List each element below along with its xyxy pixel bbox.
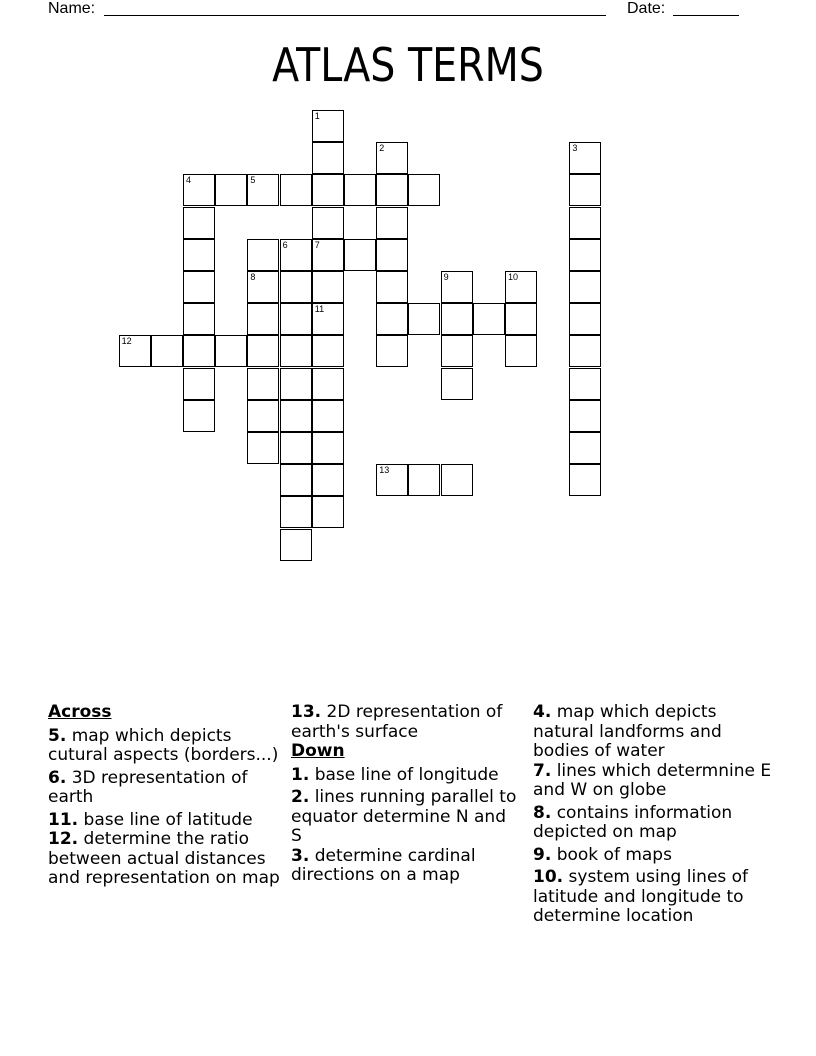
clues-column-3 <box>533 703 773 930</box>
grid-cell[interactable] <box>312 239 344 271</box>
grid-cell[interactable] <box>344 239 376 271</box>
grid-cell[interactable] <box>569 142 601 174</box>
grid-cell[interactable] <box>280 303 312 335</box>
clue-down-10: 10. system using lines of latitude and longitude to determine location <box>533 867 749 926</box>
grid-cell[interactable] <box>280 335 312 367</box>
clue-number: 13 <box>379 465 390 476</box>
clue-across-13: 13. 2D representation of earth's surface <box>291 702 503 742</box>
grid-cell[interactable] <box>312 110 344 142</box>
grid-cell[interactable] <box>473 303 505 335</box>
grid-cell[interactable] <box>569 207 601 239</box>
clues-column-2 <box>291 703 521 889</box>
grid-cell[interactable] <box>569 432 601 464</box>
grid-cell[interactable] <box>441 464 473 496</box>
grid-cell[interactable] <box>183 303 215 335</box>
grid-cell[interactable] <box>312 303 344 335</box>
clues-column-1 <box>48 703 284 892</box>
grid-cell[interactable] <box>376 335 408 367</box>
grid-cell[interactable] <box>183 400 215 432</box>
grid-cell[interactable] <box>569 239 601 271</box>
grid-cell[interactable] <box>408 174 440 206</box>
grid-cell[interactable] <box>312 142 344 174</box>
grid-cell[interactable] <box>183 174 215 206</box>
grid-cell[interactable] <box>280 400 312 432</box>
clue-number: 4 <box>186 175 192 186</box>
grid-cell[interactable] <box>183 239 215 271</box>
clue-across-6: 6. 3D representation of earth <box>48 767 248 807</box>
grid-cell[interactable] <box>569 174 601 206</box>
grid-cell[interactable] <box>569 400 601 432</box>
clue-down-1: 1. base line of longitude <box>291 764 499 785</box>
grid-cell[interactable] <box>183 271 215 303</box>
grid-cell[interactable] <box>505 335 537 367</box>
grid-cell[interactable] <box>247 303 279 335</box>
grid-cell[interactable] <box>183 335 215 367</box>
grid-cell[interactable] <box>312 496 344 528</box>
grid-cell[interactable] <box>376 464 408 496</box>
grid-cell[interactable] <box>312 271 344 303</box>
grid-cell[interactable] <box>505 303 537 335</box>
grid-cell[interactable] <box>280 464 312 496</box>
grid-cell[interactable] <box>312 464 344 496</box>
grid-cell[interactable] <box>280 271 312 303</box>
grid-cell[interactable] <box>408 464 440 496</box>
grid-cell[interactable] <box>376 239 408 271</box>
grid-cell[interactable] <box>280 239 312 271</box>
clue-number: 1 <box>314 111 320 121</box>
clue-down-7: 7. lines which determnine E and W on globe <box>533 760 772 800</box>
clue-number: 3 <box>572 143 578 154</box>
grid-cell[interactable] <box>312 400 344 432</box>
grid-cell[interactable] <box>376 207 408 239</box>
name-label: Name: <box>48 0 96 17</box>
grid-cell[interactable] <box>280 368 312 400</box>
grid-cell[interactable] <box>183 368 215 400</box>
grid-cell[interactable] <box>376 142 408 174</box>
grid-cell[interactable] <box>441 271 473 303</box>
clue-number: 6 <box>282 239 288 250</box>
down-heading: Down <box>291 741 345 761</box>
across-heading: Across <box>48 702 112 722</box>
clue-down-8: 8. contains information depicted on map <box>533 802 733 842</box>
grid-cell[interactable] <box>247 432 279 464</box>
clue-number: 7 <box>314 239 320 250</box>
grid-cell[interactable] <box>376 174 408 206</box>
grid-cell[interactable] <box>247 174 279 206</box>
clue-number: 8 <box>250 272 256 282</box>
page-title: ATLAS TERMS <box>272 38 544 92</box>
grid-cell[interactable] <box>247 239 279 271</box>
grid-cell[interactable] <box>215 174 247 206</box>
grid-cell[interactable] <box>569 271 601 303</box>
grid-cell[interactable] <box>376 303 408 335</box>
grid-cell[interactable] <box>441 303 473 335</box>
clue-number: 2 <box>379 143 385 154</box>
clue-down-9: 9. book of maps <box>533 844 672 865</box>
grid-cell[interactable] <box>247 368 279 400</box>
grid-cell[interactable] <box>376 271 408 303</box>
clue-down-2: 2. lines running parallel to equator determine N and S <box>291 787 517 846</box>
grid-cell[interactable] <box>247 400 279 432</box>
date-label: Date: <box>627 0 666 17</box>
grid-cell[interactable] <box>119 335 151 367</box>
grid-cell[interactable] <box>247 271 279 303</box>
grid-cell[interactable] <box>280 432 312 464</box>
clue-number: 10 <box>508 272 519 282</box>
grid-cell[interactable] <box>280 496 312 528</box>
grid-cell[interactable] <box>569 368 601 400</box>
grid-cell[interactable] <box>569 464 601 496</box>
grid-cell[interactable] <box>569 303 601 335</box>
grid-cell[interactable] <box>247 335 279 367</box>
grid-cell[interactable] <box>441 368 473 400</box>
clue-number: 12 <box>121 336 132 347</box>
grid-cell[interactable] <box>215 335 247 367</box>
clue-across-12: 12. determine the ratio between actual distances and representation on map <box>48 829 280 888</box>
clue-down-3: 3. determine cardinal directions on a map <box>291 845 476 885</box>
grid-cell[interactable] <box>151 335 183 367</box>
clue-across-5: 5. map which depicts cutural aspects (borders...) <box>48 725 279 765</box>
grid-cell[interactable] <box>312 368 344 400</box>
grid-cell[interactable] <box>344 174 376 206</box>
clue-number: 9 <box>443 272 449 282</box>
grid-cell[interactable] <box>312 207 344 239</box>
grid-cell[interactable] <box>183 207 215 239</box>
grid-cell[interactable] <box>441 335 473 367</box>
grid-cell[interactable] <box>408 303 440 335</box>
clue-number: 5 <box>250 175 256 186</box>
grid-cell[interactable] <box>569 335 601 367</box>
clue-across-11: 11. base line of latitude <box>48 809 253 830</box>
grid-cell[interactable] <box>280 529 312 561</box>
grid-cell[interactable] <box>280 174 312 206</box>
grid-cell[interactable] <box>312 335 344 367</box>
grid-cell[interactable] <box>312 432 344 464</box>
clue-down-4: 4. map which depicts natural landforms and bodies of water <box>533 702 722 761</box>
clue-number: 11 <box>314 304 325 315</box>
grid-cell[interactable] <box>505 271 537 303</box>
grid-cell[interactable] <box>312 174 344 206</box>
